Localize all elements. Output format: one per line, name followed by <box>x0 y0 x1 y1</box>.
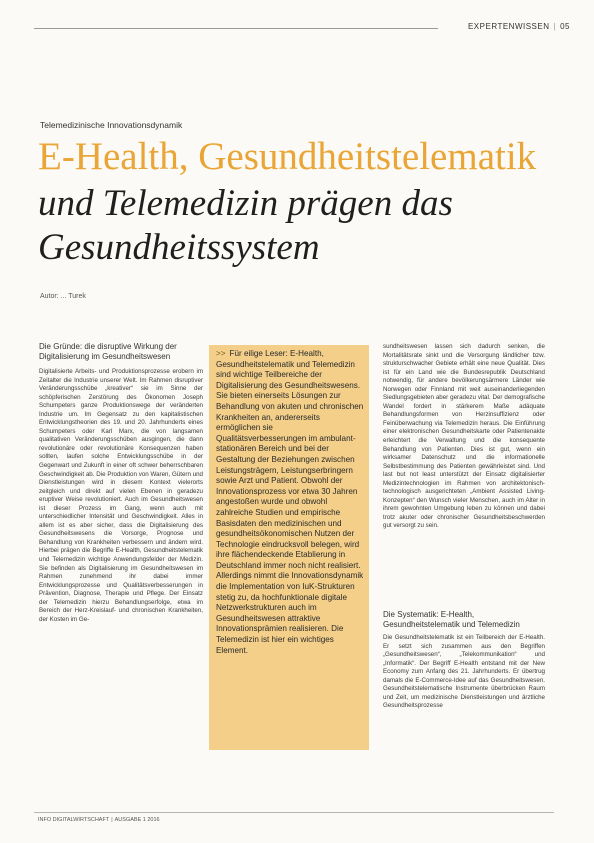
section-heading-systematics: Die Systematik: E-Health, Gesundheitstelematik und Telemedizin <box>383 610 520 629</box>
summary-text: Für eilige Leser: E-Health, Gesundheitstelematik und Telemedizin sind wichtige Teilbereiche der Digitalisierung des Gesundheitswesens. Sie bieten einerseits Lösungen zur Behandlung von akuten und chronischen Krankheiten an, andererseits ermöglichen sie Qualitätsverbesserungen im ambulant-stationären Bereich und bei der Gestaltung der Beziehungen zwischen Leistungsträgern, Leistungserbringern sowie Arzt und Patient. Obwohl der Innovationsprozess vor etwa 30 Jahren angestoßen wurde und obwohl zahlreiche Studien und empirische Basisdaten den medizinischen und gesundheitsökonomischen Nutzen der Technologie eindrucksvoll belegen, wird ihre flächendeckende Etablierung in Deutschland immer noch nicht realisiert. Allerdings nimmt die Innovationsdynamik die Implementation von IuK-Strukturen stetig zu, da hochfunktionale digitale Netzwerkstrukturen auch im Gesundheitswesen attraktive Innovationsprämien realisieren. Die Telemedizin ist hier ein wichtiges Element. <box>216 349 364 655</box>
summary-box <box>209 345 369 750</box>
body-column-3: sundheitswesen lassen sich dadurch senken, die Mortalitätsrate sinkt und die Versorgung ländlicher bzw. strukturschwacher Gebiete erhält eine neue Qualität. Dies ist für ein Land wie die Bundesrepublik Deutschland notwendig, für andere bevölkerungsärmere Länder wie Norwegen oder Finnland mit weit auseinanderliegenden Siedlungsgebieten aber geradezu vital. Der demografische Wandel fordert in stärkerem Maße adäquate Behandlungsformen von Herzinsuffizienz oder Feinüberwachung via Telemedizin heraus. Die Einführung einer elektronischen Gesundheitskarte oder Patientenakte erleichtert die Verwaltung und die konsequente Behandlung von Patienten. Dies ist gut, wenn ein wirksamer Datenschutz und die informationelle Selbstbestimmung des Patienten gewährleistet sind. Und last but not least unterstützt der Einsatz digitalisierter Medizintechnologien im Rahmen von architektonisch-technologisch ausgerichteten „Ambient Assisted Living-Konzepten“ den Wunsch vieler Menschen, auch im Alter in ihrem gewohnten Umgebung leben zu können und dabei trotz akuter oder chronischer Gesundheitsbeschwerden gut versorgt zu sein. <box>383 343 545 530</box>
body-column-1: Digitalisierte Arbeits- und Produktionsprozesse erobern im Zeitalter die Industrie unserer Welt. Im Rahmen disruptiver Veränderungsschübe „kreativer“ sie im Sinne der schöpferischen Zerstörung des Ökonomen Joseph Schumpeters ganze Produktionswege der veränderten Industrie um. Im Gegensatz zu den kapitalistischen Entwicklungstheorien des 19. und 20. Jahrhunderts eines Schumpeters oder Karl Marx, die von langsamen qualitativen Veränderungsschüben ausgingen, die dann revolutionäre oder revolutionäre Konsequenzen haben sollten, laufen solche Entwicklungsschübe in der Gegenwart und Zukunft in einer oft schwer beherrschbaren Geschwindigkeit ab. Die Produktion von Waren, Gütern und Dienstleistungen wird in diesem Kontext vielerorts zeitgleich und direkt auf vielen Ebenen in geradezu eruptiver Weise revolutioniert. Auch im Gesundheitswesen ist dieser Prozess im Gang, wenn auch mit unterschiedlicher Intensität und Geschwindigkeit. Alles in allem ist es aber sicher, dass die Digitalisierung des Gesundheitswesens die Vorsorge, Prognose und Behandlung von Krankheiten verbessern und ändern wird. Hierbei prägen die Begriffe E-Health, Gesundheitstelematik und Telemedizin wichtige Anwendungsfelder der Medizin. Sie befinden als Digitalisierung im Gesundheitswesen im Rahmen zunehmend ihr dabei immer Entwicklungsprozesse und Qualitätsverbesserungen in Prävention, Diagnose, Therapie und Pflege. Der Einsatz der Telemedizin hierzu Behandlungserfolge, etwa im Bereich der Herz-Kreislauf- und chronischen Krankheiten, der Kosten im Ge- <box>39 368 203 623</box>
article-title-line-2: und Telemedizin prägen das Gesundheitssystem <box>38 183 453 268</box>
section-label: EXPERTENWISSEN <box>467 22 550 31</box>
header-rule <box>34 28 438 29</box>
page-footer <box>38 817 160 823</box>
body-column-3-section-2: Die Gesundheitstelematik ist ein Teilbereich der E-Health. Er setzt sich zusammen aus den Begriffen „Gesundheitswesen“, „Telekommunikation“ und „Informatik“. Der Begriff E-Health entstand mit der New Economy zum Anfang des 21. Jahrhunderts. Er übertrug damals die E-Commerce-Idee auf das Gesundheitswesen. Gesundheitstelematische Instrumente überbrücken Raum und Zeit, um medizinische Dienstleistungen und ärztliche Gesundheitsprozesse <box>383 634 545 710</box>
arrow-icon: >> <box>216 349 226 358</box>
footer-issue: AUSGABE 1 2016 <box>114 817 160 823</box>
article-kicker: Telemedizinische Innovationsdynamik <box>40 120 183 130</box>
section-heading-reasons: Die Gründe: die disruptive Wirkung der Digitalisierung im Gesundheitswesen <box>39 342 177 361</box>
footer-separator: | <box>111 817 113 823</box>
page-header <box>468 22 570 31</box>
article-title-line-1: E-Health, Gesundheitstelematik <box>38 135 537 178</box>
article-author: Autor: ... Turek <box>40 293 86 300</box>
footer-rule <box>34 812 554 813</box>
footer-publication: INFO DIGITALWIRTSCHAFT <box>38 817 110 823</box>
page-number: 05 <box>560 22 570 31</box>
summary-box-text <box>209 345 369 656</box>
header-separator: | <box>553 22 557 31</box>
